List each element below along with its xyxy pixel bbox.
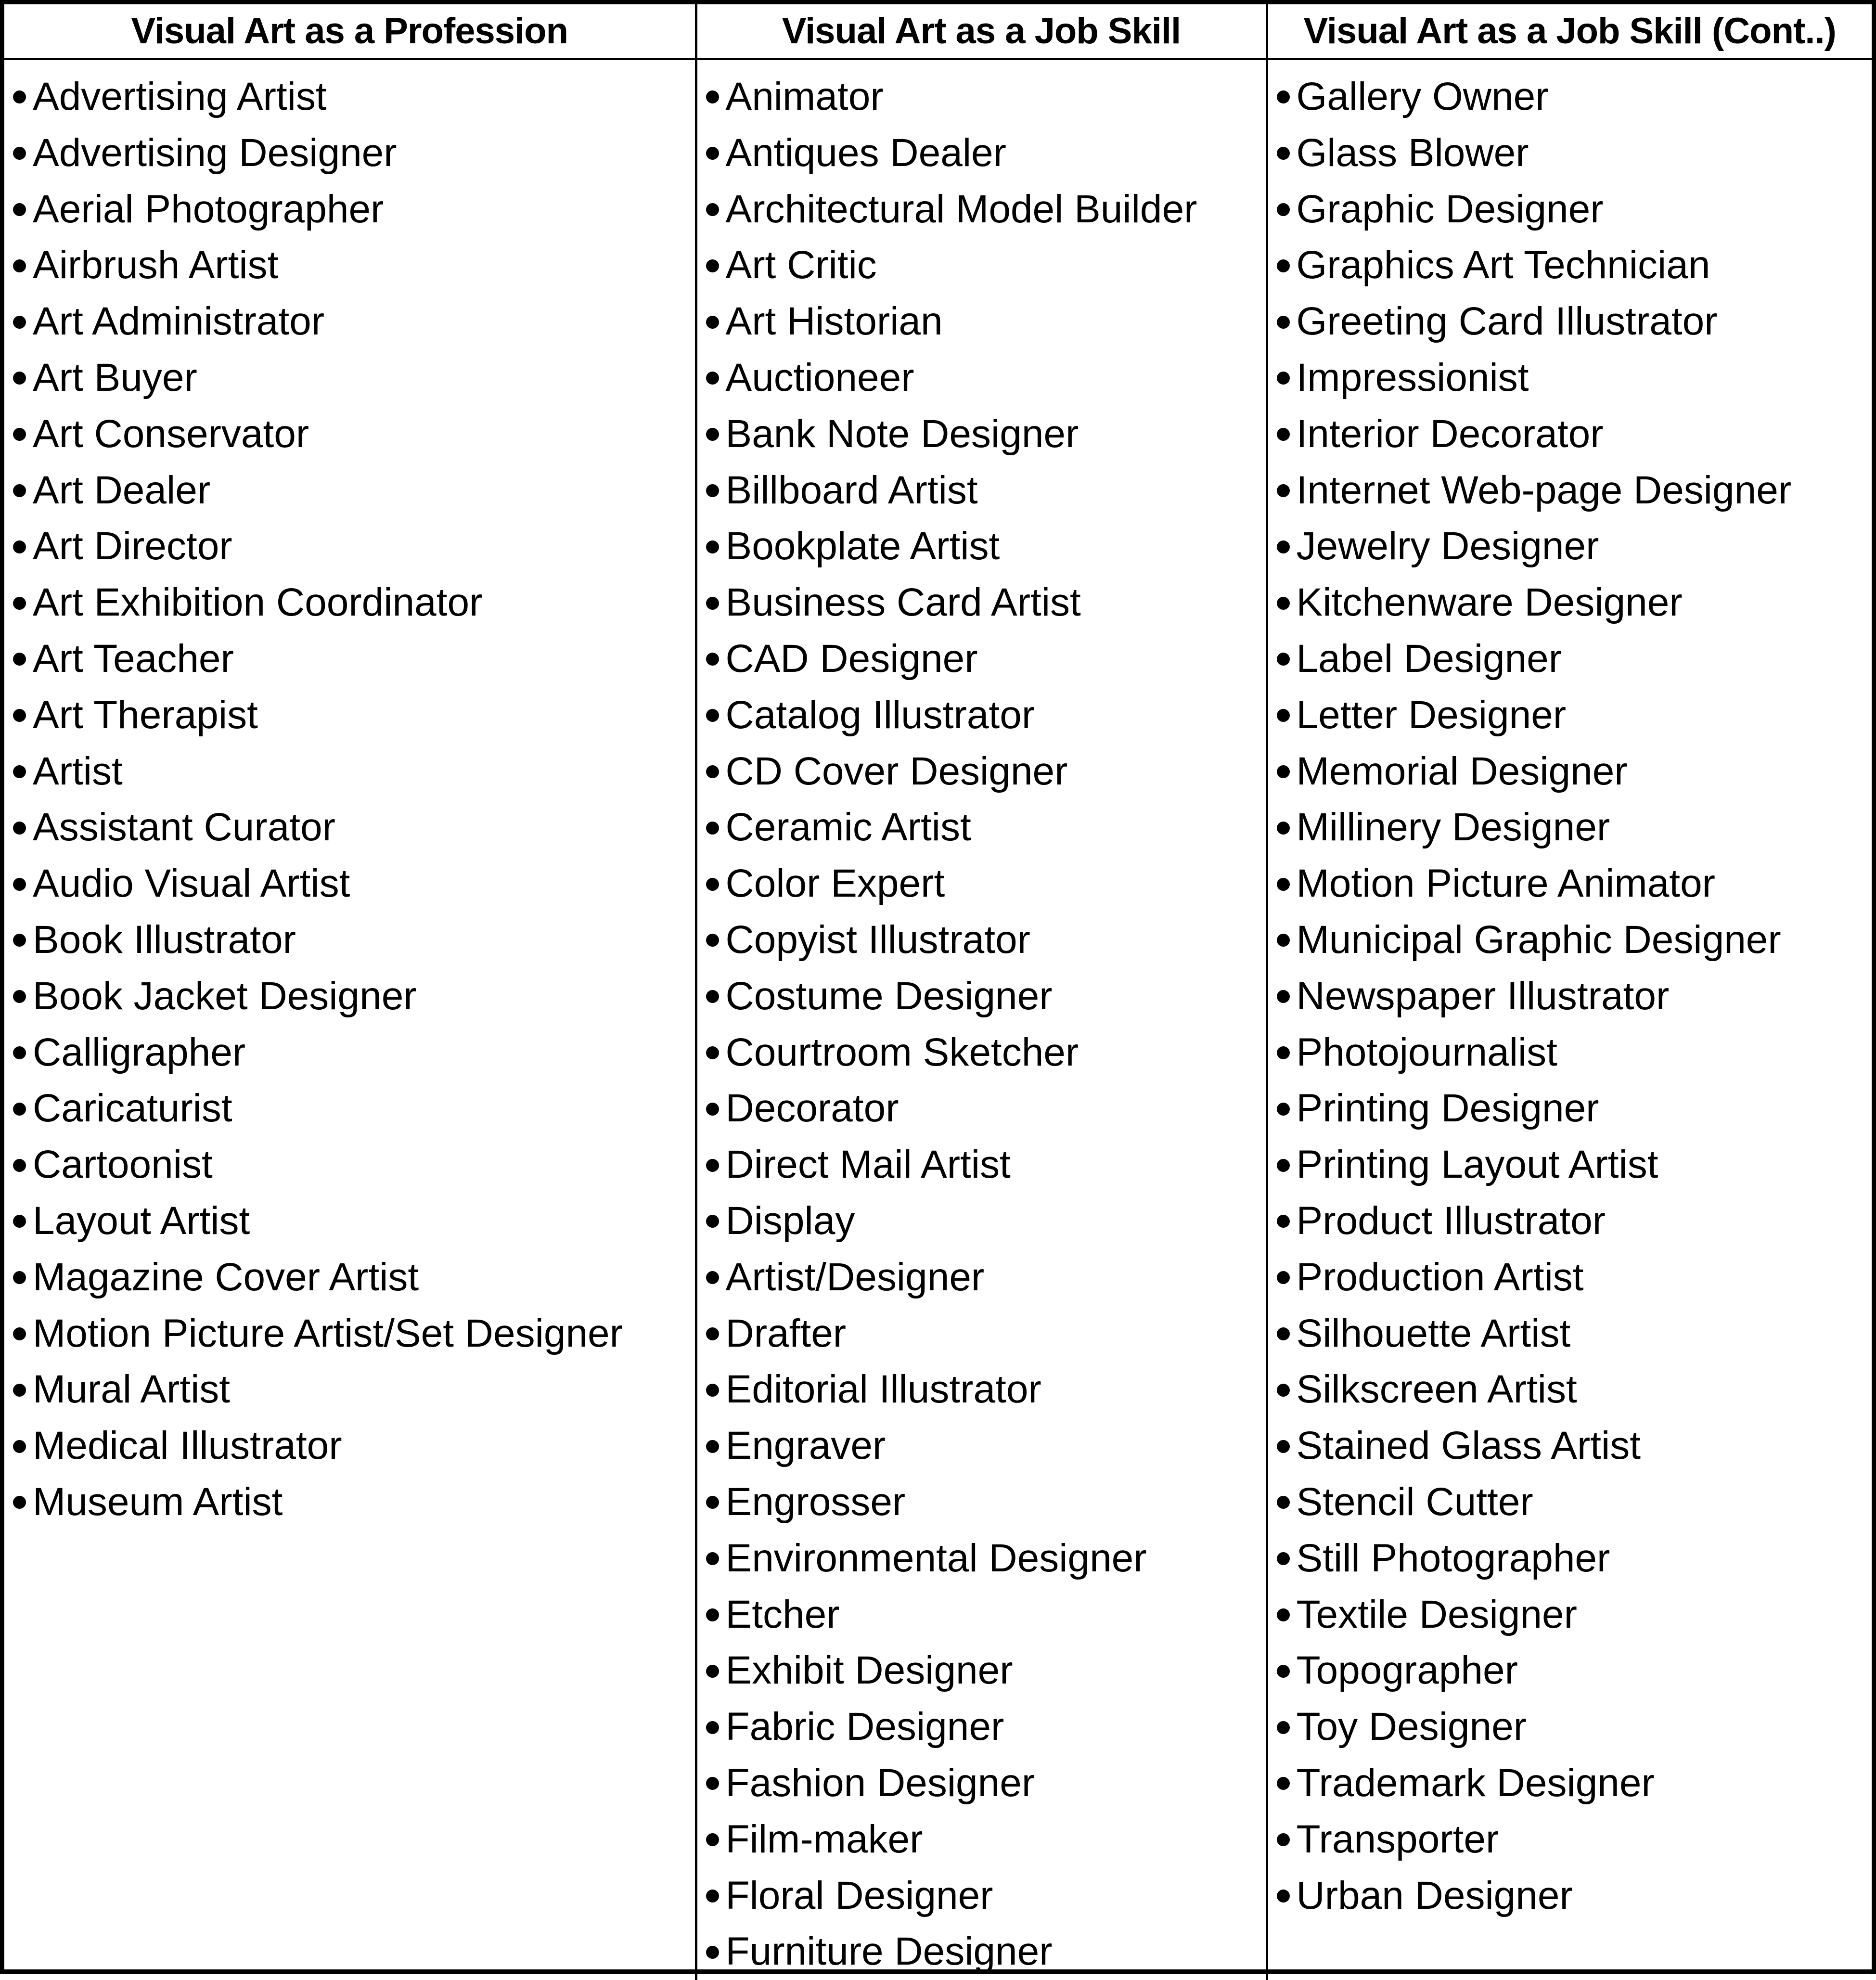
list-item: Museum Artist — [29, 1474, 695, 1530]
column-job-skill — [696, 59, 1267, 1980]
list-item: Magazine Cover Artist — [29, 1249, 695, 1306]
list-item: Calligrapher — [29, 1025, 695, 1081]
list-item: Color Expert — [722, 856, 1266, 912]
list-item: Art Buyer — [29, 350, 695, 406]
list-item: Art Historian — [722, 294, 1266, 350]
list-item: Motion Picture Animator — [1293, 856, 1872, 912]
list-item: Assistant Curator — [29, 799, 695, 856]
list-item: Exhibit Designer — [722, 1643, 1266, 1699]
list-item: Bookplate Artist — [722, 518, 1266, 575]
list-item: Topographer — [1293, 1643, 1872, 1699]
table-header-row — [4, 4, 1872, 59]
list-item: Printing Designer — [1293, 1080, 1872, 1137]
list-item: Artist/Designer — [722, 1249, 1266, 1306]
visual-art-careers-table — [4, 4, 1872, 1980]
list-item: Copyist Illustrator — [722, 912, 1266, 968]
list-item: Art Conservator — [29, 406, 695, 463]
list-item: Art Critic — [722, 237, 1266, 294]
list-item: Animator — [722, 69, 1266, 125]
list-item: Etcher — [722, 1587, 1266, 1643]
list-item: Decorator — [722, 1080, 1266, 1137]
list-item: Millinery Designer — [1293, 799, 1872, 856]
list-item: Advertising Designer — [29, 125, 695, 181]
list-item: Impressionist — [1293, 350, 1872, 406]
list-item: Label Designer — [1293, 631, 1872, 687]
column-header-job-skill-cont: Visual Art as a Job Skill (Cont..) — [1267, 4, 1872, 59]
list-item: Motion Picture Artist/Set Designer — [29, 1306, 695, 1362]
list-item: Transporter — [1293, 1812, 1872, 1868]
list-item: Editorial Illustrator — [722, 1362, 1266, 1418]
list-item: Stencil Cutter — [1293, 1474, 1872, 1530]
list-item: Billboard Artist — [722, 463, 1266, 519]
list-item: Stained Glass Artist — [1293, 1418, 1872, 1474]
list-item: Engraver — [722, 1418, 1266, 1474]
list-item: Audio Visual Artist — [29, 856, 695, 912]
list-item: Airbrush Artist — [29, 237, 695, 294]
list-item: Medical Illustrator — [29, 1418, 695, 1474]
list-item: Aerial Photographer — [29, 181, 695, 238]
list-item: Display — [722, 1193, 1266, 1249]
table-body-row — [4, 59, 1872, 1980]
list-item: Catalog Illustrator — [722, 687, 1266, 744]
list-item: Urban Designer — [1293, 1868, 1872, 1924]
list-item: Letter Designer — [1293, 687, 1872, 744]
list-item: CAD Designer — [722, 631, 1266, 687]
list-item: Drafter — [722, 1306, 1266, 1362]
list-item: Furniture Designer — [722, 1924, 1266, 1980]
list-item: Art Therapist — [29, 687, 695, 744]
job-skill-cont-list — [1268, 60, 1872, 1924]
list-item: Art Administrator — [29, 294, 695, 350]
list-item: Product Illustrator — [1293, 1193, 1872, 1249]
job-skill-list — [697, 60, 1266, 1980]
list-item: Mural Artist — [29, 1362, 695, 1418]
list-item: Book Illustrator — [29, 912, 695, 968]
list-item: Production Artist — [1293, 1249, 1872, 1306]
list-item: Environmental Designer — [722, 1530, 1266, 1587]
list-item: Memorial Designer — [1293, 744, 1872, 800]
list-item: Art Exhibition Coordinator — [29, 575, 695, 631]
list-item: Antiques Dealer — [722, 125, 1266, 181]
list-item: Cartoonist — [29, 1137, 695, 1193]
list-item: Fashion Designer — [722, 1755, 1266, 1812]
list-item: Advertising Artist — [29, 69, 695, 125]
list-item: Jewelry Designer — [1293, 518, 1872, 575]
list-item: Graphic Designer — [1293, 181, 1872, 238]
list-item: Still Photographer — [1293, 1530, 1872, 1587]
list-item: Photojournalist — [1293, 1025, 1872, 1081]
profession-list — [4, 60, 695, 1530]
list-item: Greeting Card Illustrator — [1293, 294, 1872, 350]
list-item: Silhouette Artist — [1293, 1306, 1872, 1362]
list-item: Floral Designer — [722, 1868, 1266, 1924]
list-item: Fabric Designer — [722, 1699, 1266, 1755]
list-item: Textile Designer — [1293, 1587, 1872, 1643]
list-item: Costume Designer — [722, 968, 1266, 1025]
list-item: Art Teacher — [29, 631, 695, 687]
list-item: CD Cover Designer — [722, 744, 1266, 800]
list-item: Art Dealer — [29, 463, 695, 519]
list-item: Silkscreen Artist — [1293, 1362, 1872, 1418]
list-item: Printing Layout Artist — [1293, 1137, 1872, 1193]
list-item: Bank Note Designer — [722, 406, 1266, 463]
list-item: Caricaturist — [29, 1080, 695, 1137]
list-item: Internet Web-page Designer — [1293, 463, 1872, 519]
list-item: Gallery Owner — [1293, 69, 1872, 125]
list-item: Engrosser — [722, 1474, 1266, 1530]
list-item: Artist — [29, 744, 695, 800]
column-job-skill-cont — [1267, 59, 1872, 1980]
list-item: Graphics Art Technician — [1293, 237, 1872, 294]
list-item: Municipal Graphic Designer — [1293, 912, 1872, 968]
list-item: Glass Blower — [1293, 125, 1872, 181]
list-item: Auctioneer — [722, 350, 1266, 406]
list-item: Architectural Model Builder — [722, 181, 1266, 238]
column-header-job-skill: Visual Art as a Job Skill — [696, 4, 1267, 59]
list-item: Business Card Artist — [722, 575, 1266, 631]
list-item: Trademark Designer — [1293, 1755, 1872, 1812]
list-item: Ceramic Artist — [722, 799, 1266, 856]
list-item: Book Jacket Designer — [29, 968, 695, 1025]
list-item: Newspaper Illustrator — [1293, 968, 1872, 1025]
list-item: Direct Mail Artist — [722, 1137, 1266, 1193]
list-item: Interior Decorator — [1293, 406, 1872, 463]
list-item: Art Director — [29, 518, 695, 575]
column-header-profession: Visual Art as a Profession — [4, 4, 696, 59]
column-profession — [4, 59, 696, 1980]
list-item: Film-maker — [722, 1812, 1266, 1868]
list-item: Layout Artist — [29, 1193, 695, 1249]
list-item: Courtroom Sketcher — [722, 1025, 1266, 1081]
list-item: Kitchenware Designer — [1293, 575, 1872, 631]
list-item: Toy Designer — [1293, 1699, 1872, 1755]
